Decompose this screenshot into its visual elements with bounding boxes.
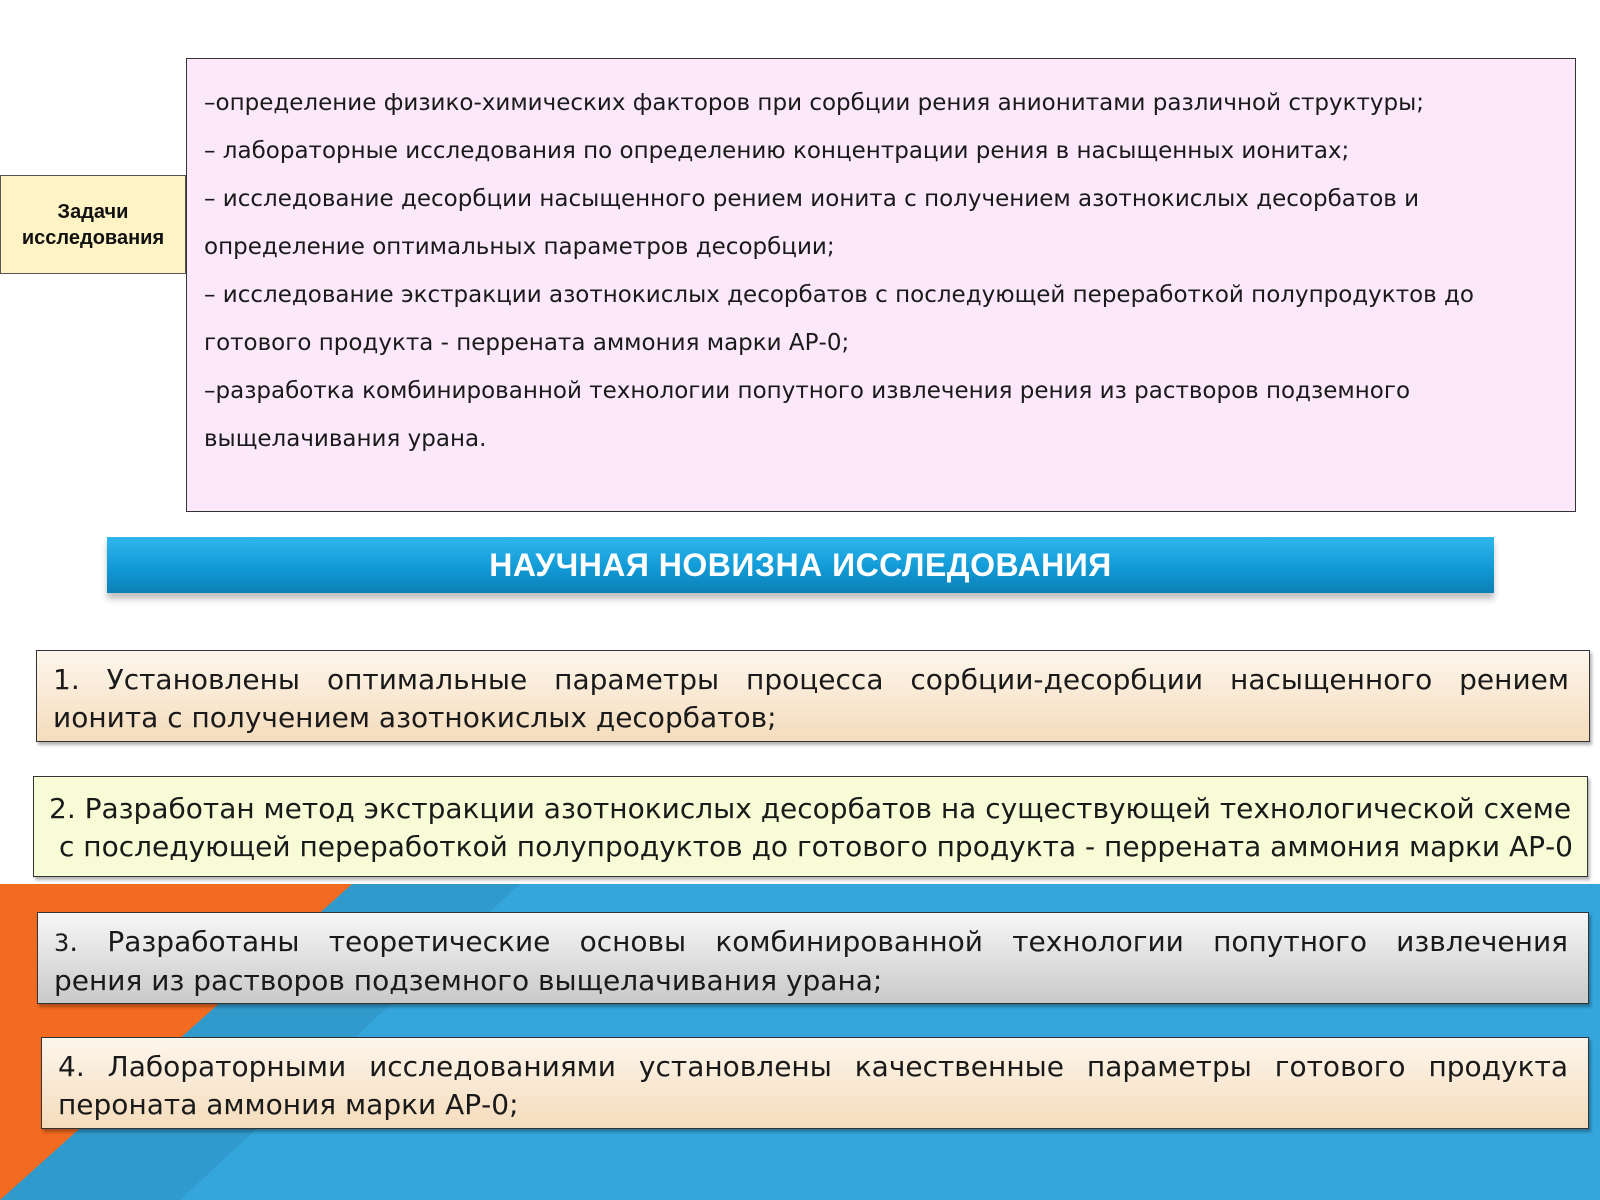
result-4-line2: пероната аммония марки АР-0; [58,1088,519,1121]
task-line: готового продукта - перрената аммония марки АР-0; [204,330,850,356]
task-line: –разработка комбинированной технологии попутного извлечения рения из растворов подземного [204,378,1411,404]
section-heading: НАУЧНАЯ НОВИЗНА ИССЛЕДОВАНИЯ [107,537,1494,593]
result-3-line2: рения из растворов подземного выщелачивания урана; [54,964,883,997]
tasks-label-line1: Задачи [57,200,129,223]
result-item-1 [36,650,1590,742]
result-item-2 [33,776,1588,877]
task-line: определение оптимальных параметров десорбции; [204,234,835,260]
result-item-3 [37,912,1589,1004]
result-2-line1: 2. Разработан метод экстракции азотнокислых десорбатов на существующей технологической схеме [49,792,1572,825]
task-line: – исследование экстракции азотнокислых десорбатов с последующей переработкой полупродуктов до [204,282,1474,308]
task-line: выщелачивания урана. [204,426,487,452]
task-line: – лабораторные исследования по определению концентрации рения в насыщенных ионитах; [204,138,1350,164]
result-item-4 [41,1037,1589,1129]
task-line: –определение физико-химических факторов при сорбции рения анионитами различной структуры; [204,90,1424,116]
result-3-number: 3 [54,929,70,957]
result-3-line1-text: . Разработаны теоретические основы комбинированной технологии попутного извлечения [69,925,1568,958]
task-line: – исследование десорбции насыщенного рением ионита с получением азотнокислых десорбатов и [204,186,1420,212]
result-1-line1: 1. Установлены оптимальные параметры процесса сорбции-десорбции насыщенного рением [53,663,1569,696]
result-1-line2: ионита с получением азотнокислых десорбатов; [53,701,777,734]
result-2-line2: с последующей переработкой полупродуктов до готового продукта - перрената аммония марки АР-0 [59,830,1573,863]
tasks-label [0,175,186,274]
tasks-list [186,58,1576,512]
tasks-label-line2: исследования [21,226,165,249]
result-3-line1 [54,923,1568,962]
result-4-line1: 4. Лабораторными исследованиями установлены качественные параметры готового продукта [58,1050,1568,1083]
